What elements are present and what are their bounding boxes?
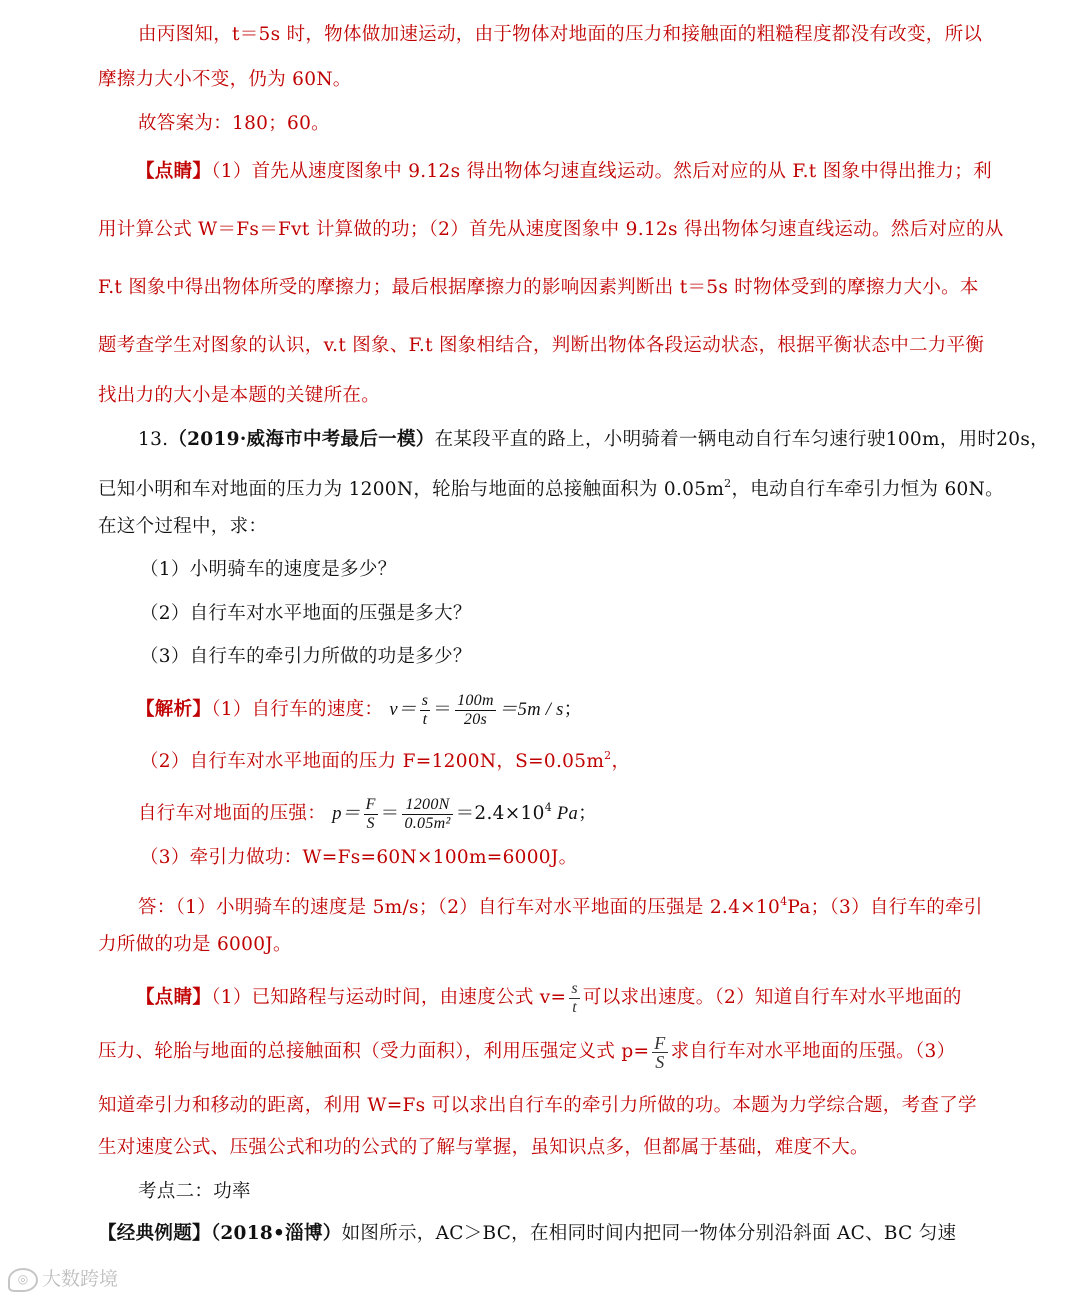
dianjing-tag: 【点睛】 bbox=[136, 161, 212, 182]
section-heading: 考点二：功率 bbox=[138, 1181, 251, 1202]
superscript: 4 bbox=[544, 801, 552, 814]
dianjing1-line-3: F.t 图象中得出物体所受的摩擦力；最后根据摩擦力的影响因素判断出 t＝5s 时物体受到的摩擦力大小。本 bbox=[98, 277, 979, 298]
question-13-line-3: 在这个过程中，求： bbox=[98, 516, 268, 537]
dianjing2-text-2a: 压力、轮胎与地面的总接触面积（受力面积），利用压强定义式 p= bbox=[98, 1041, 650, 1062]
question-13-line-2 bbox=[98, 472, 1004, 502]
dianjing1-line-2: 用计算公式 W＝Fs＝Fvt 计算做的功；（2）首先从速度图象中 9.12s 得出物体匀速直线运动。然后对应的从 bbox=[98, 219, 1004, 240]
superscript: 2 bbox=[724, 477, 732, 490]
question-13-line-1 bbox=[138, 428, 1049, 452]
jiexi-tag: 【解析】 bbox=[136, 699, 212, 720]
dianjing1-line-5: 找出力的大小是本题的关键所在。 bbox=[98, 385, 381, 406]
jiexi-text-2: （2）自行车对水平地面的压力 F=1200N，S=0.05m bbox=[140, 751, 605, 772]
answer-line-1: 由丙图知，t＝5s 时，物体做加速运动，由于物体对地面的压力和接触面的粗糙程度都没有改变，所以 bbox=[138, 24, 983, 45]
dianjing2-line-4: 生对速度公式、压强公式和功的公式的了解与掌握，虽知识点多，但都属于基础，难度不大。 bbox=[98, 1137, 869, 1158]
equals: ＝ bbox=[433, 699, 453, 720]
dianjing2-text-1b: 可以求出速度。（2）知道自行车对水平地面的 bbox=[582, 987, 962, 1008]
watermark bbox=[8, 1264, 118, 1292]
answer-final: 故答案为：180；60。 bbox=[138, 113, 330, 134]
answer-text-1b: Pa；（3）自行车的牵引 bbox=[787, 897, 983, 918]
answer-line-2: 摩擦力大小不变，仍为 60N。 bbox=[98, 69, 352, 90]
dianjing2-text-1a: （1）已知路程与运动时间，由速度公式 v= bbox=[211, 987, 567, 1008]
formula-p: p＝ bbox=[332, 804, 361, 824]
fraction-s-t: $\frac{s}{t}$ bbox=[571, 979, 578, 1016]
question-source: （2019·威海市中考最后一模） bbox=[168, 429, 435, 450]
sub-question-3: （3）自行车的牵引力所做的功是多少？ bbox=[140, 646, 472, 667]
fraction-s-t: $\frac{s}{t}$ bbox=[421, 691, 429, 728]
answer-summary-line-1 bbox=[138, 890, 983, 920]
fraction-100m-20s: $\frac{100m}{20s}$ bbox=[457, 691, 494, 728]
pressure-result: ＝2.4×10 bbox=[455, 803, 545, 824]
sub-question-2: （2）自行车对水平地面的压强是多大？ bbox=[140, 603, 472, 624]
dianjing-tag: 【点睛】 bbox=[136, 987, 212, 1008]
fraction-1200N-0.05m2: $\frac{1200N}{\text{0.05m²}}$ bbox=[404, 795, 451, 832]
jiexi-text-1: （1）自行车的速度： bbox=[211, 699, 384, 720]
dianjing2-text-2b: 求自行车对水平地面的压强。（3） bbox=[670, 1041, 956, 1062]
sub-question-1: （1）小明骑车的速度是多少？ bbox=[140, 559, 397, 580]
jiexi-line-3 bbox=[138, 786, 597, 836]
velocity-result: ＝5m / s bbox=[498, 700, 564, 720]
question-text-1: 在某段平直的路上，小明骑着一辆电动自行车匀速行驶100m，用时20s， bbox=[434, 429, 1049, 450]
fraction-F-S: $\frac{F}{S}$ bbox=[365, 795, 376, 832]
jiexi-line-4: （3）牵引力做功：W=Fs=60N×100m=6000J。 bbox=[140, 847, 578, 868]
dianjing1-text-1: （1）首先从速度图象中 9.12s 得出物体匀速直线运动。然后对应的从 F.t 图象中得出推力；利 bbox=[211, 161, 992, 182]
semicolon: ； bbox=[563, 699, 583, 720]
unit-pa: Pa bbox=[552, 804, 579, 824]
superscript: 4 bbox=[780, 895, 788, 908]
fraction-F-S: $\frac{F}{S}$ bbox=[654, 1032, 666, 1072]
answer-summary-line-2: 力所做的功是 6000J。 bbox=[98, 934, 292, 955]
example-tag: 【经典例题】 bbox=[98, 1223, 211, 1244]
pressure-formula bbox=[332, 795, 597, 832]
example-text: 如图所示，AC＞BC，在相同时间内把同一物体分别沿斜面 AC、BC 匀速 bbox=[341, 1223, 957, 1244]
example-source: （2018•淄博） bbox=[210, 1223, 342, 1244]
dianjing1-line-1 bbox=[136, 160, 992, 184]
dianjing1-line-4: 题考查学生对图象的认识，v.t 图象、F.t 图象相结合，判断出物体各段运动状态，根据平衡状态中二力平衡 bbox=[98, 335, 985, 356]
question-text-2b: ，电动自行车牵引力恒为 60N。 bbox=[731, 479, 1004, 500]
question-text-2a: 已知小明和车对地面的压力为 1200N，轮胎与地面的总接触面积为 0.05m bbox=[98, 479, 725, 500]
watermark-text: 大数跨境 bbox=[42, 1268, 119, 1290]
jiexi-text-3: 自行车对地面的压强： bbox=[138, 803, 327, 824]
superscript: 2 bbox=[604, 749, 612, 762]
semicolon: ； bbox=[578, 803, 597, 824]
example-line bbox=[98, 1222, 956, 1246]
watermark-logo-icon: ◎ bbox=[8, 1268, 38, 1292]
dianjing2-line-3: 知道牵引力和移动的距离，利用 W=Fs 可以求出自行车的牵引力所做的功。本题为力学综合题，考查了学 bbox=[98, 1095, 977, 1116]
jiexi-line-2 bbox=[140, 744, 630, 774]
comma: ， bbox=[611, 751, 631, 772]
question-number: 13. bbox=[138, 429, 169, 450]
dianjing2-line-1 bbox=[136, 978, 962, 1018]
answer-text-1a: 答：（1）小明骑车的速度是 5m/s；（2）自行车对水平地面的压强是 2.4×10 bbox=[138, 897, 781, 918]
equals: ＝ bbox=[380, 803, 400, 824]
velocity-formula bbox=[389, 691, 583, 728]
jiexi-line-1 bbox=[136, 690, 582, 730]
formula-v: v＝ bbox=[389, 700, 417, 720]
dianjing2-line-2 bbox=[98, 1032, 955, 1072]
